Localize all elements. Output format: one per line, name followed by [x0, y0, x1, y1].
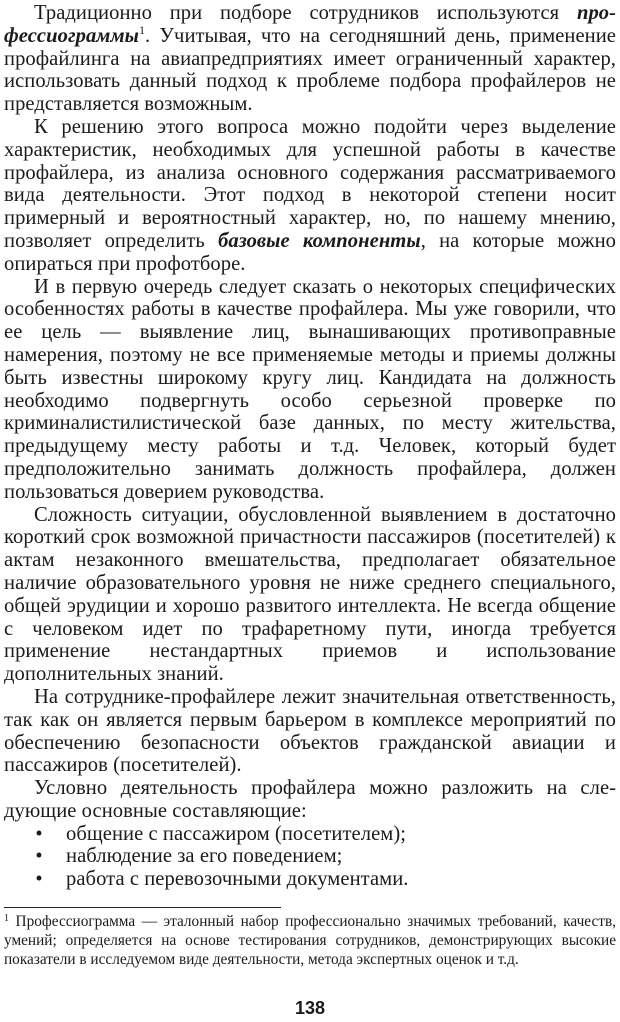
bullet-marker: • — [35, 845, 43, 868]
footnote-text: Профессиограмма — эталонный набор профессионально значимых требований, качеств, умений; определяется на основе тестирования сотрудников, демонстрирующих высокие показатели в исследуемом виде деятельности, метода экспертных оценок и т.д. — [4, 913, 616, 968]
paragraph-4: Сложность ситуации, обусловленной выявлением в достаточно короткий срок возможной причастности пассажиров (посетителей) к актам незаконного вмешательства, предполагает обязательное наличие образовательного уровня не ниже среднего специального, общей эрудиции и хорошо развитого интеллекта. Не всегда общение с человеком идет по трафаретному пути, иногда требуется применение нестандартных приемов и использование дополнительных знаний. — [4, 503, 616, 686]
list-item-text: работа с перевозочными документами. — [66, 868, 409, 891]
footnote-marker: 1 — [4, 913, 9, 924]
paragraph-1 — [4, 2, 616, 116]
footnote-divider — [4, 907, 281, 908]
paragraph-2-text-end: , на которые можно опираться при профотборе. — [4, 229, 616, 275]
list-item-text: общение с пассажиром (посетителем); — [66, 822, 407, 845]
footnote-reference: 1 — [138, 22, 146, 37]
paragraph-1-text-end: . Учитывая, что на сегодняшний день, применение профайлинга на авиапредприятиях имеет ограниченный характер, использовать данный подход к проблеме подбора профайлеров не представляется возможным. — [4, 24, 616, 116]
list-item-text: наблюдение за его поведением; — [66, 845, 343, 868]
paragraph-6: Условно деятельность профайлера можно разложить на следующие основные составляющие: — [4, 777, 616, 822]
list-item — [4, 868, 616, 891]
component-list — [4, 823, 616, 891]
paragraph-2-text-start: К решению этого вопроса можно подойти через выделение характеристик, необходимых для успешной работы в качестве профайлера, из анализа основного содержания рассматриваемого вида деятельности. Этот подход в некоторой степени носит примерный и вероятностный характер, но, по нашему мнению, позволяет определить — [4, 115, 616, 252]
emphasis-base-components: базовые компоненты — [218, 229, 421, 252]
paragraph-3: И в первую очередь следует сказать о некоторых специфических особенностях работы в качестве профайлера. Мы уже говорили, что ее цель — выявление лиц, вынашивающих противоправные намерения, поэтому не все применяемые методы и приемы должны быть известны широкому кругу лиц. Кандидата на должность необходимо подвергнуть особо серьезной проверке по криминалистилистической базе данных, по месту жительства, предыдущему месту работы и т.д. Человек, который будет предположительно занимать должность профайлера, должен пользоваться доверием руководства. — [4, 275, 616, 503]
bullet-marker: • — [35, 822, 43, 845]
bullet-marker: • — [35, 868, 43, 891]
page-number: 138 — [294, 998, 326, 1018]
paragraph-2 — [4, 116, 616, 276]
list-item — [4, 845, 616, 868]
paragraph-5: На сотруднике-профайлере лежит значительная ответственность, так как он является первым барьером в комплексе мероприятий по обеспечению безопасности объектов гражданской авиации и пассажиров (посетителей). — [4, 685, 616, 777]
list-item — [4, 823, 616, 846]
emphasis-professiogram: профессиограммы — [4, 2, 616, 47]
main-text — [4, 2, 616, 891]
footnote — [4, 912, 616, 969]
paragraph-1-text-start: Традиционно при подборе сотрудников используются — [34, 2, 577, 24]
